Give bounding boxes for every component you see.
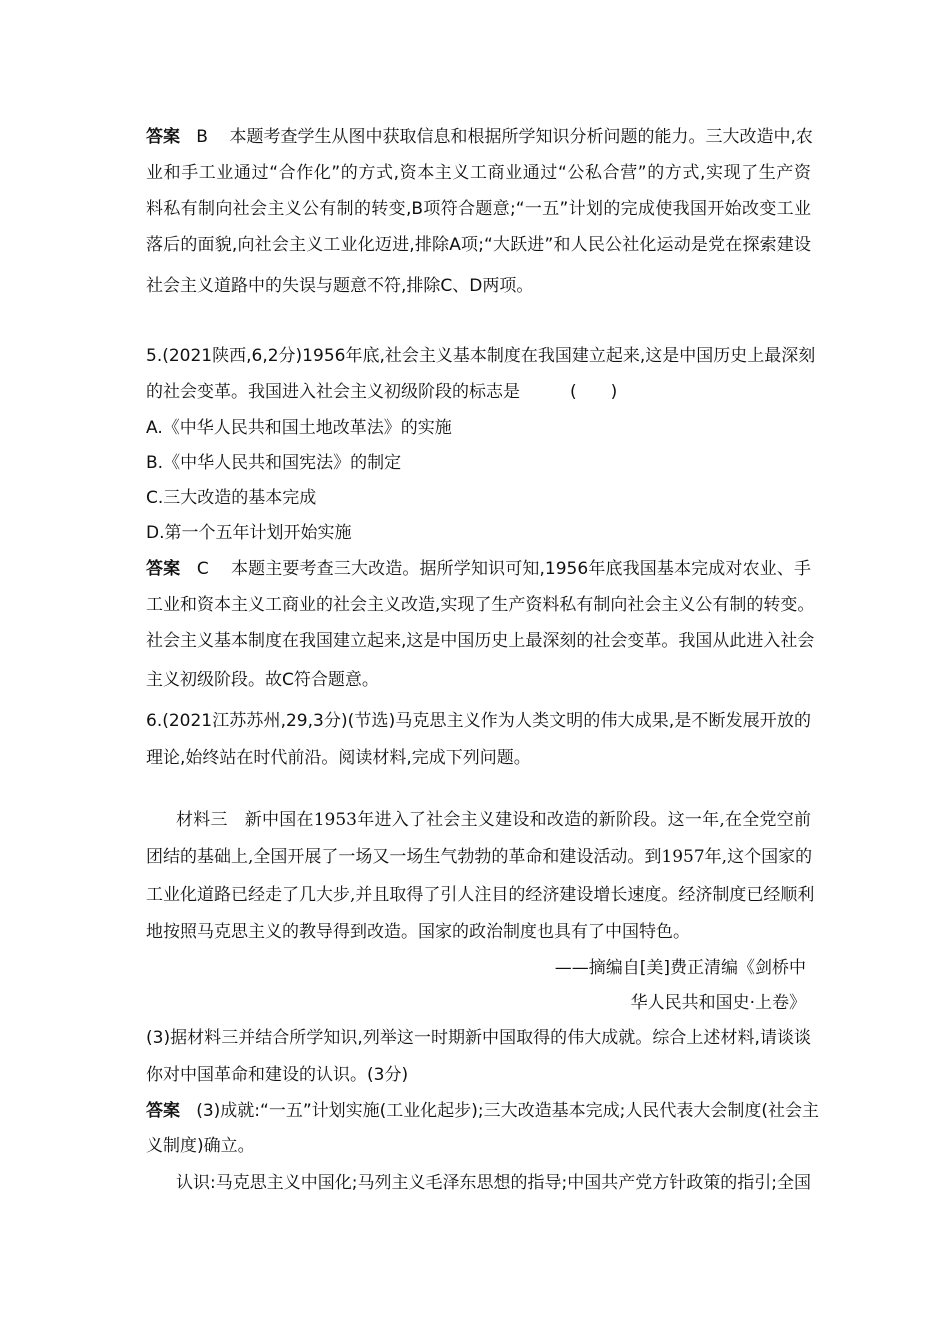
source-line: 华人民共和国史·上卷》 [630,993,806,1013]
answer-label: 答案 [146,559,181,579]
answer-choice: B [196,127,208,147]
question-6-line: 6.(2021江苏苏州,29,3分)(节选)马克思主义作为人类文明的伟大成果,是不断发展开放的 [146,711,811,731]
answer-label: 答案 [146,1101,180,1121]
material-line: 团结的基础上,全国开展了一场又一场生气勃勃的革命和建设活动。到1957年,这个国家的 [146,847,813,867]
answer-5-line: 主义初级阶段。故C符合题意。 [146,670,379,690]
answer-text: (3)成就:“一五”计划实施(工业化起步);三大改造基本完成;人民代表大会制度(社会主 [196,1101,819,1121]
answer-bracket: ( ) [570,382,618,402]
question-6-line: 理论,始终站在时代前沿。阅读材料,完成下列问题。 [146,748,531,768]
question-5-line [146,381,811,403]
answer-4-line [146,126,811,148]
answer-text: 本题主要考查三大改造。据所学知识可知,1956年底我国基本完成对农业、手 [230,559,811,579]
answer-6-line: 认识:马克思主义中国化;马列主义毛泽东思想的指导;中国共产党方针政策的指引;全国 [176,1173,811,1193]
answer-5-line: 社会主义基本制度在我国建立起来,这是中国历史上最深刻的社会变革。我国从此进入社会 [146,631,815,651]
answer-5-line [146,558,811,580]
material-text: 新中国在1953年进入了社会主义建设和改造的新阶段。这一年,在全党空前 [244,810,812,830]
material-line [146,809,811,831]
subquestion-line: 你对中国革命和建设的认识。(3分) [146,1065,409,1085]
answer-4-line: 落后的面貌,向社会主义工业化迈进,排除A项;“大跃进”和人民公社化运动是党在探索建设 [146,235,811,255]
answer-6-line: 义制度)确立。 [146,1136,255,1156]
option-b: B.《中华人民共和国宪法》的制定 [146,453,402,473]
answer-choice: C [196,559,209,579]
option-d: D.第一个五年计划开始实施 [146,523,352,543]
subquestion-line: (3)据材料三并结合所学知识,列举这一时期新中国取得的伟大成就。综合上述材料,请谈谈 [146,1028,811,1048]
material-label: 材料三 [176,810,228,830]
question-5-line: 5.(2021陕西,6,2分)1956年底,社会主义基本制度在我国建立起来,这是中国历史上最深刻 [146,346,816,366]
answer-text: 本题考查学生从图中获取信息和根据所学知识分析问题的能力。三大改造中,农 [229,127,813,147]
answer-5-line: 工业和资本主义工商业的社会主义改造,实现了生产资料私有制向社会主义公有制的转变。 [146,595,815,615]
answer-4-line: 社会主义道路中的失误与题意不符,排除C、D两项。 [146,276,534,296]
answer-6-line [146,1100,819,1122]
material-line: 地按照马克思主义的教导得到改造。国家的政治制度也具有了中国特色。 [146,922,690,942]
question-text: 的社会变革。我国进入社会主义初级阶段的标志是 [146,382,520,402]
option-c: C.三大改造的基本完成 [146,488,317,508]
material-line: 工业化道路已经走了几大步,并且取得了引人注目的经济建设增长速度。经济制度已经顺利 [146,885,815,905]
answer-4-line: 业和手工业通过“合作化”的方式,资本主义工商业通过“公私合营”的方式,实现了生产资 [146,163,811,183]
answer-label: 答案 [146,127,180,147]
source-line: ——摘编自[美]费正清编《剑桥中 [554,958,806,978]
answer-4-line: 料私有制向社会主义公有制的转变,B项符合题意;“一五”计划的完成使我国开始改变工业 [146,199,811,219]
option-a: A.《中华人民共和国土地改革法》的实施 [146,418,452,438]
